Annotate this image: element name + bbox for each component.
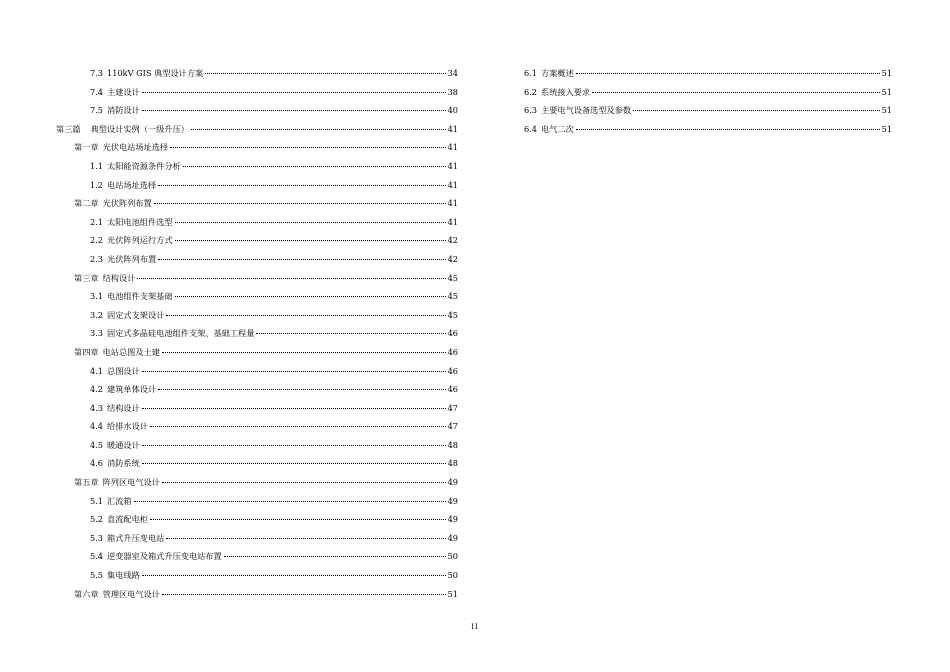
toc-entry-number: 2.1 — [90, 216, 104, 227]
toc-entry-number: 6.3 — [524, 105, 538, 116]
toc-entry-label — [90, 64, 204, 83]
toc-leader-dots — [183, 166, 446, 167]
toc-entry-page: 41 — [447, 142, 458, 153]
toc-leader-dots — [191, 129, 446, 130]
toc-entry-label — [74, 194, 153, 213]
toc-entry-title: 建筑单体设计 — [107, 384, 157, 395]
toc-leader-dots — [142, 110, 446, 111]
toc-entry-number: 3.2 — [90, 309, 104, 320]
toc-leader-dots — [166, 538, 445, 539]
toc-entry-page: 48 — [447, 458, 458, 469]
toc-entry[interactable] — [56, 194, 458, 213]
toc-leader-dots — [633, 110, 879, 111]
toc-leader-dots — [175, 222, 446, 223]
toc-entry-page: 41 — [447, 179, 458, 190]
toc-entry-label — [90, 362, 141, 381]
toc-entry-title: 光伏阵列运行方式 — [107, 235, 173, 246]
toc-leader-dots — [170, 147, 445, 148]
toc-entry[interactable] — [56, 269, 458, 288]
toc-entry-number: 4.6 — [90, 458, 104, 469]
toc-leader-dots — [162, 594, 446, 595]
toc-entry[interactable] — [524, 101, 892, 120]
toc-leader-dots — [142, 408, 446, 409]
toc-entry-title: 系统接入要求 — [541, 86, 591, 97]
toc-entry[interactable] — [56, 399, 458, 418]
toc-entry-number: 4.4 — [90, 421, 104, 432]
toc-leader-dots — [142, 371, 446, 372]
toc-entry-label — [90, 306, 165, 325]
toc-entry-title: 给排水设计 — [107, 421, 148, 432]
toc-entry-number: 5.3 — [90, 532, 104, 543]
toc-leader-dots — [137, 278, 445, 279]
toc-entry[interactable] — [56, 343, 458, 362]
toc-entry-title: 消防系统 — [107, 458, 140, 469]
toc-leader-dots — [162, 482, 446, 483]
toc-entry-title: 电站场址选择 — [107, 179, 157, 190]
toc-entry-number: 5.2 — [90, 514, 104, 525]
toc-entry-title: 太阳电池组件选型 — [107, 216, 173, 227]
toc-entry[interactable] — [56, 492, 458, 511]
toc-entry-title: 典型设计实例（一级升压） — [90, 123, 189, 134]
toc-entry-number: 6.2 — [524, 86, 538, 97]
toc-entry-label — [90, 176, 157, 195]
toc-leader-dots — [142, 575, 446, 576]
toc-entry-label — [90, 83, 141, 102]
toc-entry[interactable] — [56, 213, 458, 232]
toc-entry[interactable] — [56, 454, 458, 473]
toc-entry-page: 51 — [881, 105, 892, 116]
toc-entry-page: 50 — [447, 551, 458, 562]
toc-leader-dots — [256, 333, 445, 334]
toc-entry-page: 42 — [447, 235, 458, 246]
toc-entry-title: 汇流箱 — [107, 495, 132, 506]
toc-entry-page: 46 — [447, 365, 458, 376]
toc-entry[interactable] — [56, 380, 458, 399]
toc-entry-label — [90, 547, 223, 566]
toc-entry-number: 7.5 — [90, 105, 104, 116]
toc-entry-title: 电站总图及土建 — [102, 346, 160, 357]
toc-leader-dots — [162, 352, 446, 353]
toc-leader-dots — [592, 92, 879, 93]
toc-entry-number: 第五章 — [74, 477, 99, 488]
toc-entry[interactable] — [56, 473, 458, 492]
toc-entry-number: 1.1 — [90, 160, 104, 171]
toc-entry-title: 主建设计 — [107, 86, 140, 97]
toc-entry[interactable] — [56, 306, 458, 325]
toc-entry-label — [90, 157, 182, 176]
toc-leader-dots — [175, 296, 446, 297]
toc-leader-dots — [158, 185, 445, 186]
toc-entry-title: 集电线路 — [107, 570, 140, 581]
toc-entry-number: 6.4 — [524, 123, 538, 134]
toc-entry-title: 总图设计 — [107, 365, 140, 376]
toc-entry-number: 第三章 — [74, 272, 99, 283]
toc-entry-title: 直流配电柜 — [107, 514, 148, 525]
toc-entry-page: 40 — [447, 105, 458, 116]
toc-entry[interactable] — [56, 64, 458, 83]
toc-leader-dots — [576, 129, 880, 130]
toc-entry[interactable] — [56, 362, 458, 381]
toc-entry-title: 阵列区电气设计 — [102, 477, 160, 488]
toc-entry-title: 消防设计 — [107, 105, 140, 116]
toc-leader-dots — [158, 389, 445, 390]
toc-entry-page: 51 — [881, 123, 892, 134]
toc-entry-number: 7.4 — [90, 86, 104, 97]
toc-entry-page: 51 — [447, 588, 458, 599]
toc-leader-dots — [134, 501, 446, 502]
toc-left-column — [56, 64, 458, 603]
toc-entry-number: 第六章 — [74, 588, 99, 599]
toc-entry-number: 6.1 — [524, 68, 538, 78]
toc-entry-page: 49 — [447, 477, 458, 488]
toc-entry-label — [90, 324, 255, 343]
toc-entry-label — [90, 566, 141, 585]
toc-entry-page: 49 — [447, 514, 458, 525]
toc-entry-label — [74, 343, 161, 362]
toc-entry-title: 固定式多晶硅电池组件支架、基础工程量 — [107, 328, 255, 339]
toc-entry[interactable] — [56, 547, 458, 566]
toc-leader-dots — [205, 73, 445, 74]
toc-entry[interactable] — [56, 287, 458, 306]
toc-leader-dots — [166, 315, 445, 316]
toc-entry-page: 41 — [447, 123, 458, 134]
toc-entry[interactable] — [56, 157, 458, 176]
toc-entry[interactable] — [56, 176, 458, 195]
toc-leader-dots — [150, 426, 446, 427]
toc-entry-page: 49 — [447, 495, 458, 506]
toc-leader-dots — [154, 203, 446, 204]
toc-entry-label — [74, 473, 161, 492]
toc-entry-number: 7.3 — [90, 68, 104, 78]
toc-entry-page: 51 — [881, 68, 892, 78]
toc-entry-label — [90, 436, 141, 455]
toc-entry-number: 4.1 — [90, 365, 104, 376]
toc-entry-number: 4.3 — [90, 402, 104, 413]
toc-entry-page: 42 — [447, 253, 458, 264]
toc-entry[interactable] — [56, 324, 458, 343]
toc-entry-title: 暖通设计 — [107, 439, 140, 450]
toc-entry-number: 2.3 — [90, 253, 104, 264]
toc-entry-number: 4.5 — [90, 439, 104, 450]
toc-entry-number: 1.2 — [90, 179, 104, 190]
toc-entry-number: 3.1 — [90, 291, 104, 302]
toc-entry-label — [90, 101, 141, 120]
toc-entry-page: 46 — [447, 384, 458, 395]
toc-entry-page: 45 — [447, 309, 458, 320]
toc-entry[interactable] — [56, 101, 458, 120]
toc-entry-number: 5.4 — [90, 551, 104, 562]
toc-leader-dots — [158, 259, 445, 260]
toc-entry-page: 41 — [447, 216, 458, 227]
toc-entry-label — [74, 585, 161, 604]
toc-entry-label — [90, 510, 149, 529]
toc-entry-number: 第一章 — [74, 142, 99, 153]
toc-entry-label — [90, 529, 165, 548]
toc-entry-title: 逆变器室及箱式升压变电站布置 — [107, 551, 222, 562]
toc-entry-number: 第二章 — [74, 198, 99, 209]
toc-entry-page: 38 — [447, 86, 458, 97]
toc-leader-dots — [576, 73, 880, 74]
toc-entry[interactable] — [56, 250, 458, 269]
toc-entry[interactable] — [524, 120, 892, 139]
toc-entry-label — [524, 83, 591, 102]
toc-entry-title: 结构设计 — [102, 272, 136, 283]
toc-entry-label — [524, 101, 632, 120]
toc-entry-page: 41 — [447, 198, 458, 209]
toc-leader-dots — [175, 240, 446, 241]
toc-entry-label — [74, 138, 169, 157]
toc-entry-label — [56, 120, 190, 139]
toc-entry-page: 41 — [447, 160, 458, 171]
toc-entry-label — [90, 399, 141, 418]
toc-entry-title: 电气二次 — [541, 123, 574, 134]
toc-entry[interactable] — [56, 83, 458, 102]
toc-entry-page: 45 — [447, 272, 458, 283]
toc-entry[interactable] — [56, 510, 458, 529]
toc-entry[interactable] — [56, 417, 458, 436]
toc-entry[interactable] — [56, 585, 458, 604]
toc-entry-title: 光伏阵列布置 — [102, 198, 152, 209]
toc-entry-number: 第四章 — [74, 346, 99, 357]
toc-entry-page: 47 — [447, 421, 458, 432]
toc-entry-label — [90, 492, 133, 511]
toc-entry-label — [74, 269, 136, 288]
toc-entry-number: 2.2 — [90, 235, 104, 246]
page-number: II — [471, 623, 479, 631]
toc-entry-title: 结构设计 — [107, 402, 140, 413]
toc-entry[interactable] — [56, 566, 458, 585]
toc-leader-dots — [142, 92, 446, 93]
toc-entry-number: 3.3 — [90, 328, 104, 339]
toc-entry-page: 46 — [447, 328, 458, 339]
toc-entry-title: 光伏阵列布置 — [107, 253, 157, 264]
toc-entry-page: 46 — [447, 346, 458, 357]
toc-entry[interactable] — [56, 120, 458, 139]
toc-entry[interactable] — [524, 83, 892, 102]
toc-entry-title: 太阳能资源条件分析 — [107, 160, 181, 171]
toc-entry-page: 49 — [447, 532, 458, 543]
toc-entry-label — [90, 231, 174, 250]
toc-entry-page: 51 — [881, 86, 892, 97]
toc-entry-title: 光伏电站场址选择 — [102, 142, 169, 153]
toc-leader-dots — [224, 556, 446, 557]
toc-entry-number: 5.5 — [90, 570, 104, 581]
toc-entry-label — [90, 417, 149, 436]
toc-entry-page: 50 — [447, 570, 458, 581]
toc-entry-page: 45 — [447, 291, 458, 302]
toc-entry-page: 48 — [447, 439, 458, 450]
toc-entry-label — [90, 213, 174, 232]
toc-leader-dots — [142, 463, 446, 464]
toc-entry[interactable] — [56, 529, 458, 548]
toc-entry-title: 主要电气设备选型及参数 — [541, 105, 632, 116]
toc-entry-title: 固定式支架设计 — [107, 309, 165, 320]
toc-entry-label — [524, 64, 575, 83]
toc-entry-label — [90, 287, 174, 306]
toc-entry-title: 箱式升压变电站 — [107, 532, 165, 543]
toc-entry[interactable] — [56, 436, 458, 455]
toc-leader-dots — [150, 519, 446, 520]
toc-entry-number: 第三篇 — [56, 123, 81, 134]
toc-entry-label — [524, 120, 575, 139]
toc-entry-title: 方案概述 — [541, 68, 574, 78]
toc-entry-title: 管理区电气设计 — [102, 588, 160, 599]
toc-entry[interactable] — [524, 64, 892, 83]
toc-entry[interactable] — [56, 138, 458, 157]
toc-entry-page: 47 — [447, 402, 458, 413]
toc-entry-page: 34 — [447, 68, 458, 78]
toc-entry-title: 110kV GIS 典型设计方案 — [107, 68, 204, 78]
toc-entry-number: 4.2 — [90, 384, 104, 395]
toc-leader-dots — [142, 445, 446, 446]
toc-entry[interactable] — [56, 231, 458, 250]
toc-entry-label — [90, 250, 157, 269]
toc-entry-label — [90, 380, 157, 399]
toc-entry-label — [90, 454, 141, 473]
toc-right-column — [524, 64, 892, 138]
toc-entry-title: 电池组件支架基础 — [107, 291, 173, 302]
toc-entry-number: 5.1 — [90, 495, 104, 506]
